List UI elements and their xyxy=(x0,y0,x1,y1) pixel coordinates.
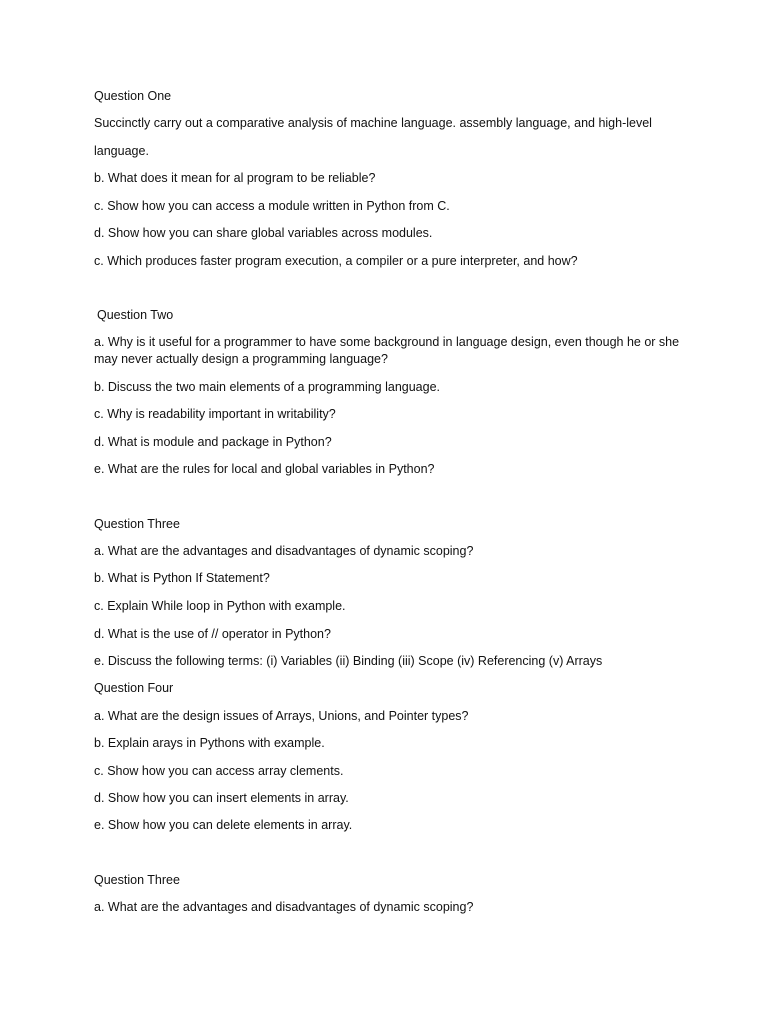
question-four-line-a: a. What are the design issues of Arrays, Unions, and Pointer types? xyxy=(94,709,469,723)
question-three-repeat-heading: Question Three xyxy=(94,873,180,887)
question-one-heading: Question One xyxy=(94,89,172,103)
question-three-line-e: e. Discuss the following terms: (i) Variables (ii) Binding (iii) Scope (iv) Referencing (v) Arrays xyxy=(94,654,603,668)
question-three-line-c: c. Explain While loop in Python with example. xyxy=(94,599,346,613)
question-three-line-a: a. What are the advantages and disadvantages of dynamic scoping? xyxy=(94,544,474,558)
question-four-line-b: b. Explain arays in Pythons with example. xyxy=(94,736,325,750)
question-four-line-e: e. Show how you can delete elements in array. xyxy=(94,818,353,832)
question-one-line-e: c. Which produces faster program execution, a compiler or a pure interpreter, and how? xyxy=(94,254,578,268)
question-one-line-d: d. Show how you can share global variables across modules. xyxy=(94,226,433,240)
question-four-heading: Question Four xyxy=(94,681,174,695)
question-two-line-d: d. What is module and package in Python? xyxy=(94,435,332,449)
question-three-line-b: b. What is Python If Statement? xyxy=(94,571,270,585)
question-two-line-a: a. Why is it useful for a programmer to have some background in language design, even though he or she may never actually design a programming language? xyxy=(94,335,680,366)
question-four-line-d: d. Show how you can insert elements in array. xyxy=(94,791,349,805)
question-one-line-b: b. What does it mean for al program to be reliable? xyxy=(94,171,376,185)
question-one-line-a: Succinctly carry out a comparative analysis of machine language. assembly language, and high-level xyxy=(94,116,652,130)
question-two-line-e: e. What are the rules for local and global variables in Python? xyxy=(94,462,435,476)
question-one-line-c: c. Show how you can access a module written in Python from C. xyxy=(94,199,450,213)
question-three-line-d: d. What is the use of // operator in Python? xyxy=(94,627,331,641)
question-three-heading: Question Three xyxy=(94,517,180,531)
question-two-line-b: b. Discuss the two main elements of a programming language. xyxy=(94,380,441,394)
question-two-line-c: c. Why is readability important in writability? xyxy=(94,407,336,421)
question-three-repeat-line-a: a. What are the advantages and disadvantages of dynamic scoping? xyxy=(94,900,474,914)
question-four-line-c: c. Show how you can access array clements. xyxy=(94,764,344,778)
question-one-line-a-cont: language. xyxy=(94,144,149,158)
question-two-heading: Question Two xyxy=(97,308,174,322)
